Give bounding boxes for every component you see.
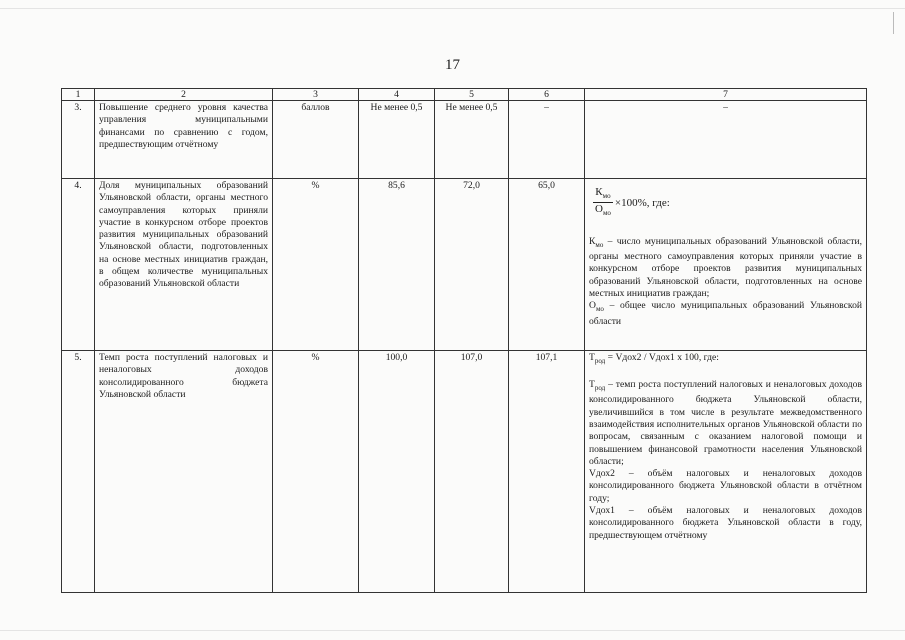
page-number: 17 (445, 57, 460, 73)
value-cell: Не менее 0,5 (435, 101, 509, 179)
definition (589, 300, 862, 328)
value-cell: 65,0 (509, 179, 585, 351)
row-number: 3. (62, 101, 95, 179)
column-header: 3 (273, 89, 359, 101)
column-header: 2 (95, 89, 273, 101)
unit-cell: баллов (273, 101, 359, 179)
row-number: 5. (62, 351, 95, 593)
formula (589, 352, 862, 367)
value-cell: 72,0 (435, 179, 509, 351)
method-cell: – (585, 101, 867, 179)
column-header: 5 (435, 89, 509, 101)
indicator-name: Повышение среднего уровня качества управления муниципальными финансами по сравнению с годом, предшествующим отчётному (95, 101, 273, 179)
definition-symbol: К (589, 235, 596, 247)
indicator-name: Доля муниципальных образований Ульяновской области, органы местного самоуправления которых приняли участие в конкурсном отборе проектов развития муниципальных образований Ульяновской области, подготовленных на основе местных инициатив граждан, в общем количестве муниципальных образований Ульяновской области (95, 179, 273, 351)
table-header-row (62, 89, 867, 101)
definition: Vдох2 – объём налоговых и неналоговых доходов консолидированного бюджета Ульяновской области в отчётном году; (589, 468, 862, 504)
column-header: 1 (62, 89, 95, 101)
definition-sub: мо (595, 240, 604, 249)
definition-text: – общее число муниципальных образований Ульяновской области (589, 300, 862, 327)
fraction (593, 186, 613, 220)
row-number: 4. (62, 179, 95, 351)
definition-sub: род (594, 384, 606, 393)
formula-tail: ×100%, где: (614, 196, 670, 209)
value-cell: Не менее 0,5 (359, 101, 435, 179)
definition-text: – темп роста поступлений налоговых и неналоговых доходов консолидированного бюджета Ульяновской области, увеличившийся в том числе в результате межведомственного взаимодействия исполнительных органов Ульяновской области по вопросам, связанным с оказанием налоговой помощи и повышением финансовой грамотности населения Ульяновской области; (589, 379, 862, 467)
method-cell (585, 351, 867, 593)
denominator: О (595, 203, 603, 216)
numerator: К (595, 186, 603, 198)
value-cell: 85,6 (359, 179, 435, 351)
indicator-name: Темп роста поступлений налоговых и неналоговых доходов консолидированного бюджета Ульяновской области (95, 351, 273, 593)
table-row (62, 351, 867, 593)
definition (589, 236, 862, 300)
formula-sub: род (594, 356, 606, 365)
value-cell: 100,0 (359, 351, 435, 593)
formula-text: = Vдох2 / Vдох1 x 100, где: (605, 352, 719, 363)
scan-edge-bottom (0, 630, 905, 631)
definition (589, 379, 862, 468)
scan-edge-top (0, 8, 905, 9)
value-cell: 107,1 (509, 351, 585, 593)
column-header: 7 (585, 89, 867, 101)
column-header: 4 (359, 89, 435, 101)
definition-text: – число муниципальных образований Ульяновской области, органы местного самоуправления которых приняли участие в конкурсном отборе проектов развития муниципальных образований Ульяновской области, подготовленных на основе местных инициатив граждан; (589, 235, 862, 300)
formula-symbol: Т (589, 352, 595, 363)
definition-symbol: О (589, 300, 596, 312)
indicators-table (61, 88, 867, 593)
formula (593, 186, 670, 220)
unit-cell: % (273, 351, 359, 593)
table-row (62, 101, 867, 179)
table-row (62, 179, 867, 351)
denominator-sub: мо (602, 209, 611, 218)
scan-mark (893, 12, 894, 34)
value-cell: 107,0 (435, 351, 509, 593)
column-header: 6 (509, 89, 585, 101)
method-cell (585, 179, 867, 351)
value-cell: – (509, 101, 585, 179)
unit-cell: % (273, 179, 359, 351)
definition-sub: мо (595, 305, 604, 314)
numerator-sub: мо (602, 192, 611, 201)
definition-symbol: Т (589, 379, 595, 391)
definition: Vдох1 – объём налоговых и неналоговых доходов консолидированного бюджета Ульяновской области в году, предшествующем отчётному (589, 505, 862, 541)
